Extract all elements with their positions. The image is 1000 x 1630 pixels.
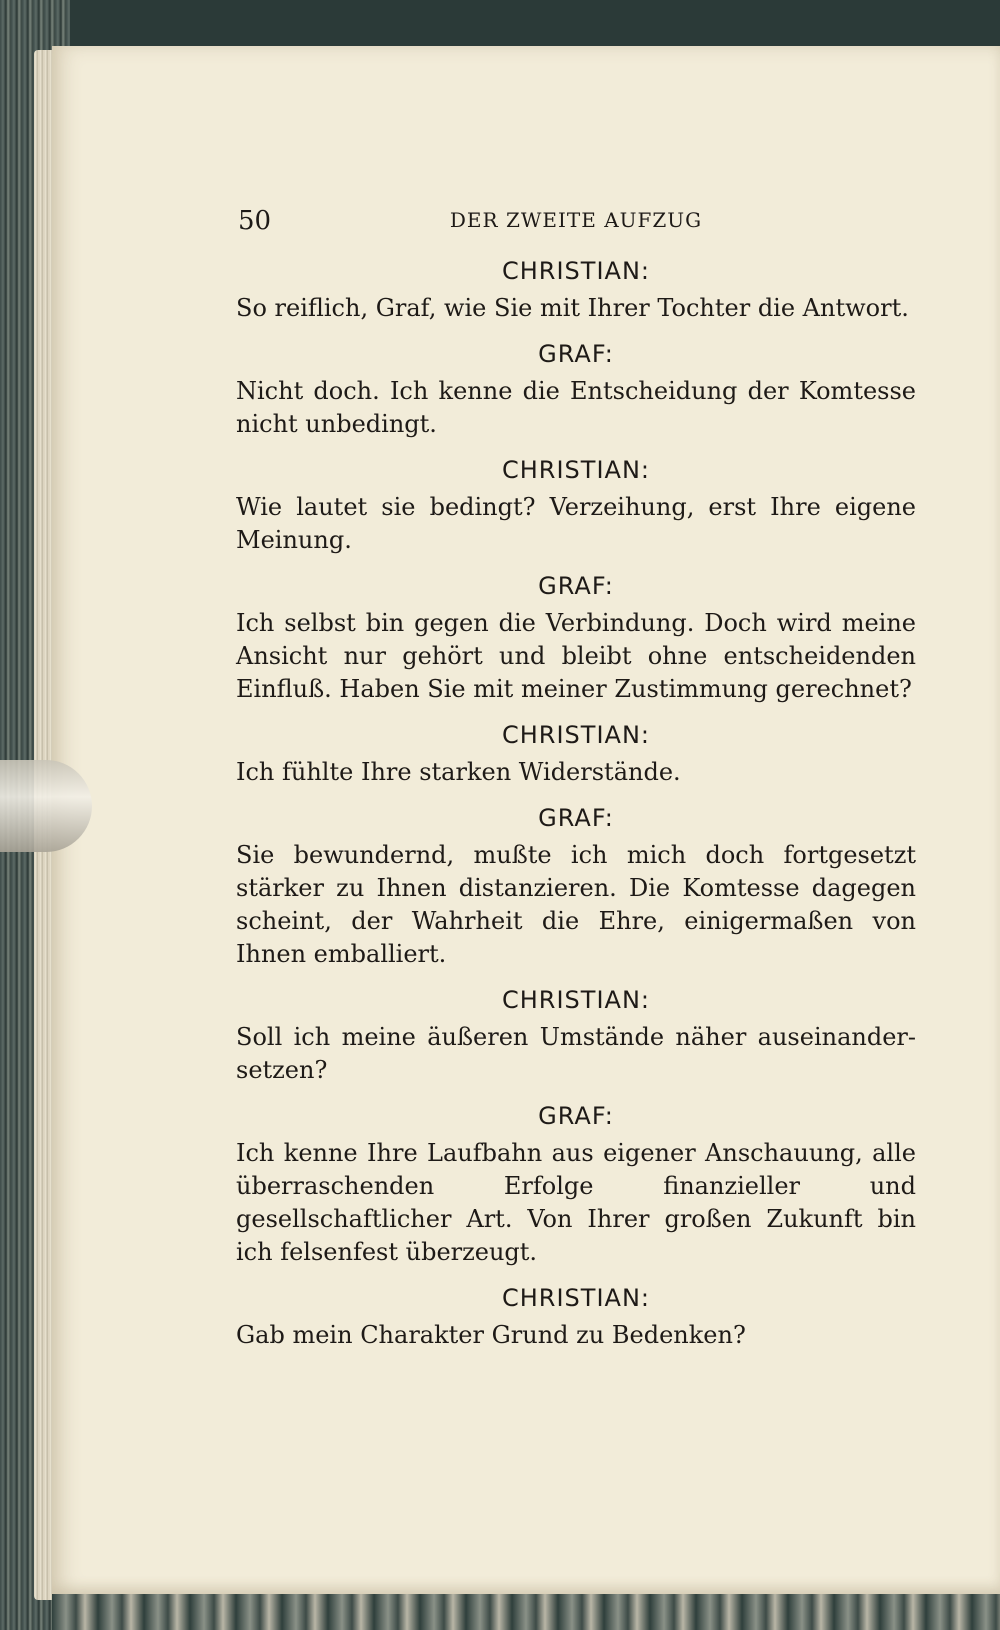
dialogue-block <box>236 250 916 1366</box>
dialogue-line: Gab mein Charakter Grund zu Bedenken? <box>236 1321 746 1349</box>
dialogue-line: Sie bewundernd, mußte ich mich doch fortgesetzt stärker zu Ihnen distanzieren. Die Komtesse dagegen scheint, der Wahrheit die Ehre, einigermaßen von Ihnen emballiert. <box>236 841 916 968</box>
speaker-name: GRAF: <box>538 572 614 600</box>
speaker-name: GRAF: <box>538 804 614 832</box>
speaker-name: CHRISTIAN: <box>502 257 650 285</box>
running-head: DER ZWEITE AUFZUG <box>449 208 703 232</box>
speaker-name: GRAF: <box>538 340 614 368</box>
speaker-name: CHRISTIAN: <box>502 986 650 1014</box>
dialogue-line: Soll ich meine äußeren Umstände näher auseinander-setzen? <box>236 1023 916 1084</box>
dialogue-line: Ich kenne Ihre Laufbahn aus eigener Anschauung, alle überraschenden Erfolge finanzieller und gesellschaftlicher Art. Von Ihrer großen Zukunft bin ich felsenfest überzeugt. <box>236 1139 916 1266</box>
cover-edge <box>52 1594 1000 1630</box>
dialogue-line: Ich selbst bin gegen die Verbindung. Doch wird meine Ansicht nur gehört und bleibt ohne entscheidenden Einfluß. Haben Sie mit meiner Zustimmung gerechnet? <box>236 609 916 703</box>
dialogue-line: Nicht doch. Ich kenne die Entscheidung der Komtesse nicht unbedingt. <box>236 377 916 438</box>
dialogue-line: Ich fühlte Ihre starken Widerstände. <box>236 758 681 786</box>
speaker-name: GRAF: <box>538 1102 614 1130</box>
dialogue-line: So reiflich, Graf, wie Sie mit Ihrer Tochter die Antwort. <box>236 294 909 322</box>
bookmark-ribbon <box>0 760 92 852</box>
page-number: 50 <box>238 206 272 236</box>
dialogue-line: Wie lautet sie bedingt? Verzeihung, erst Ihre eigene Meinung. <box>236 493 916 554</box>
speaker-name: CHRISTIAN: <box>502 721 650 749</box>
page-header <box>238 206 914 240</box>
speaker-name: CHRISTIAN: <box>502 1284 650 1312</box>
speaker-name: CHRISTIAN: <box>502 456 650 484</box>
